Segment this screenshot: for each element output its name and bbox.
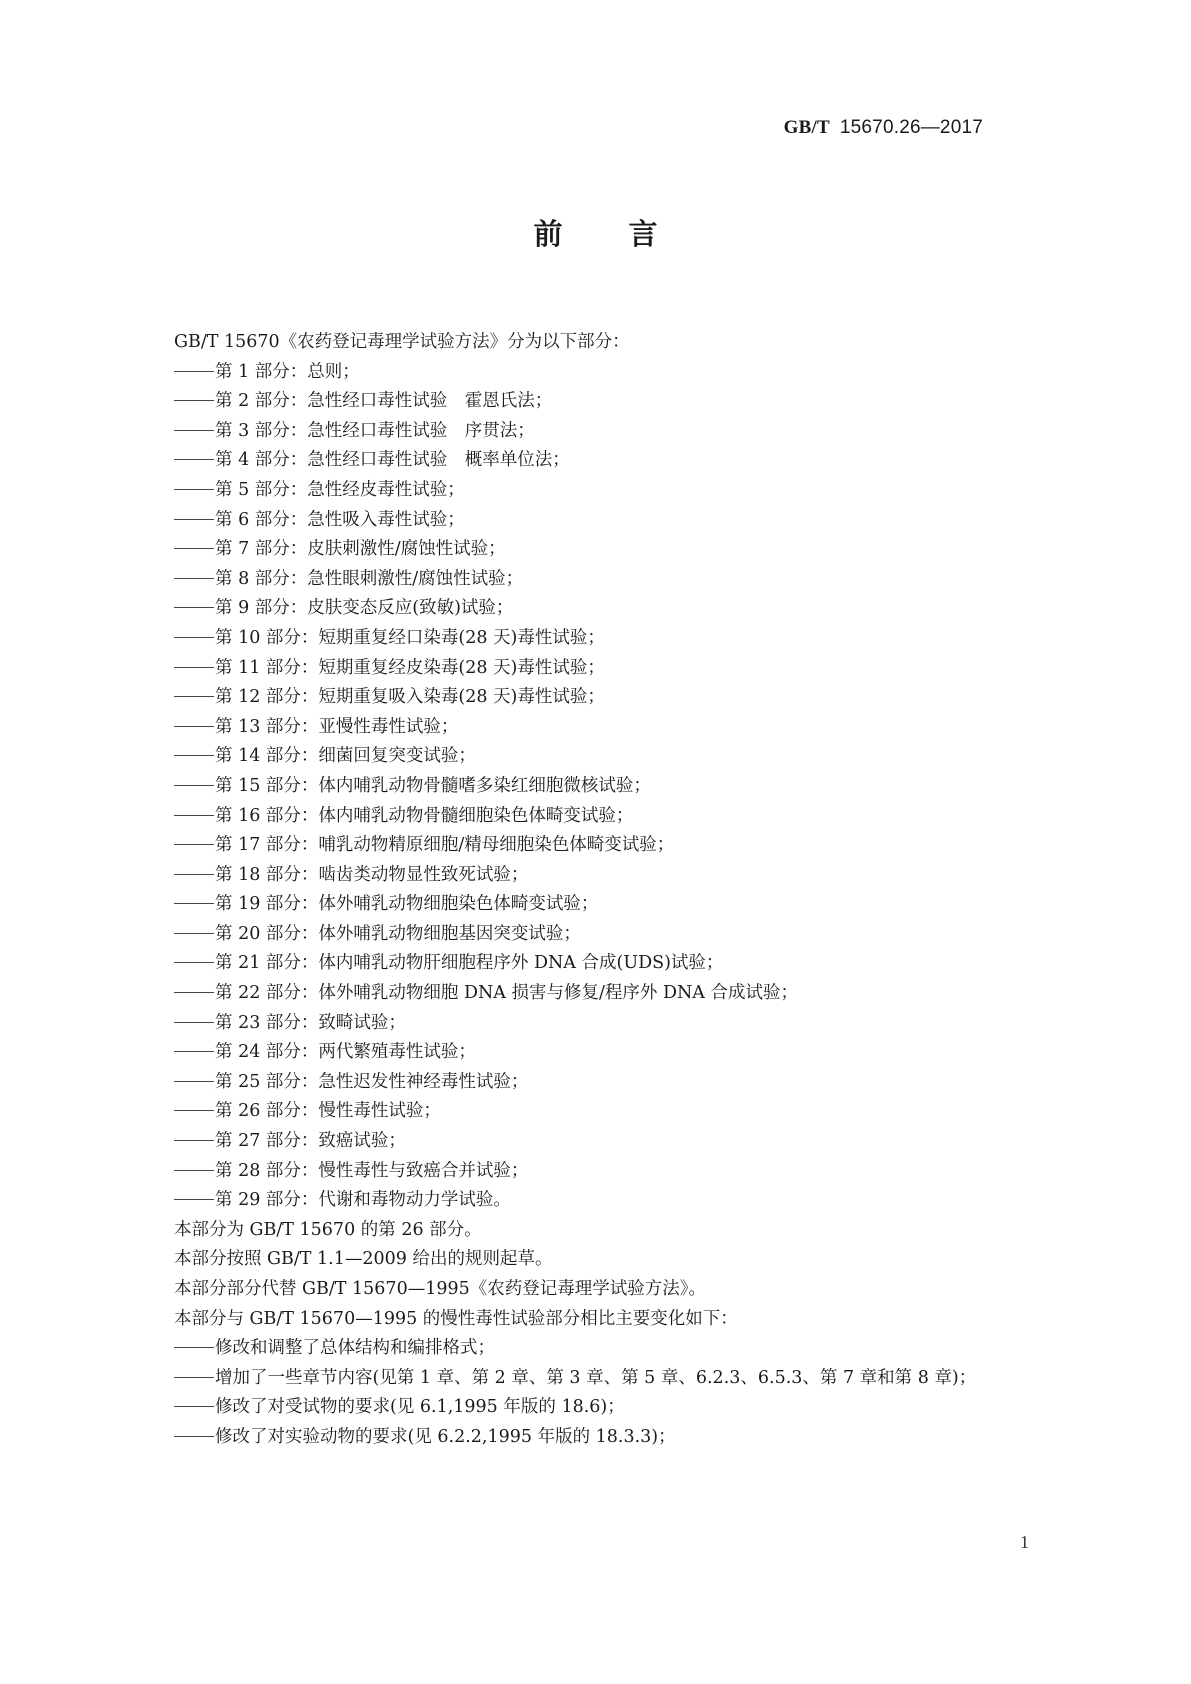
dash-bullet — [174, 1140, 214, 1141]
part-list-item: 第 12 部分：短期重复吸入染毒(28 天)毒性试验； — [174, 683, 1054, 713]
part-list-item: 第 8 部分：急性眼刺激性/腐蚀性试验； — [174, 565, 1054, 595]
change-list-item: 修改了对受试物的要求(见 6.1,1995 年版的 18.6)； — [174, 1393, 1054, 1423]
part-list-item: 第 3 部分：急性经口毒性试验 序贯法； — [174, 417, 1054, 447]
part-list-item: 第 2 部分：急性经口毒性试验 霍恩氏法； — [174, 387, 1054, 417]
change-list-item: 修改了对实验动物的要求(见 6.2.2,1995 年版的 18.3.3)； — [174, 1423, 1054, 1453]
dash-bullet — [174, 1170, 214, 1171]
dash-bullet — [174, 1081, 214, 1082]
part-list-item: 第 23 部分：致畸试验； — [174, 1009, 1054, 1039]
dash-bullet — [174, 962, 214, 963]
dash-bullet — [174, 696, 214, 697]
dash-bullet — [174, 400, 214, 401]
part-list-item: 第 17 部分：哺乳动物精原细胞/精母细胞染色体畸变试验； — [174, 831, 1054, 861]
page-title — [0, 212, 1191, 253]
part-list-item: 第 16 部分：体内哺乳动物骨髓细胞染色体畸变试验； — [174, 802, 1054, 832]
part-list-item: 第 1 部分：总则； — [174, 358, 1054, 388]
part-list-item: 第 7 部分：皮肤刺激性/腐蚀性试验； — [174, 535, 1054, 565]
part-list-item: 第 15 部分：体内哺乳动物骨髓嗜多染红细胞微核试验； — [174, 772, 1054, 802]
title-char-1: 前 — [533, 217, 563, 251]
change-list-item: 增加了一些章节内容(见第 1 章、第 2 章、第 3 章、第 5 章、6.2.3、6.5.3、第 7 章和第 8 章)； — [174, 1364, 1054, 1394]
dash-bullet — [174, 1199, 214, 1200]
dash-bullet — [174, 667, 214, 668]
part-list-item: 第 24 部分：两代繁殖毒性试验； — [174, 1038, 1054, 1068]
part-list-item: 第 29 部分：代谢和毒物动力学试验。 — [174, 1186, 1054, 1216]
dash-bullet — [174, 903, 214, 904]
part-list-item: 第 28 部分：慢性毒性与致癌合并试验； — [174, 1157, 1054, 1187]
dash-bullet — [174, 785, 214, 786]
dash-bullet — [174, 519, 214, 520]
dash-bullet — [174, 726, 214, 727]
dash-bullet — [174, 1406, 214, 1407]
dash-bullet — [174, 815, 214, 816]
statement-paragraph: 本部分部分代替 GB/T 15670—1995《农药登记毒理学试验方法》。 — [174, 1279, 706, 1299]
part-list-item: 第 9 部分：皮肤变态反应(致敏)试验； — [174, 594, 1054, 624]
part-list-item: 第 6 部分：急性吸入毒性试验； — [174, 506, 1054, 536]
foreword-body — [174, 328, 1054, 1453]
part-list-item: 第 25 部分：急性迟发性神经毒性试验； — [174, 1068, 1054, 1098]
dash-bullet — [174, 459, 214, 460]
dash-bullet — [174, 874, 214, 875]
dash-bullet — [174, 607, 214, 608]
standard-code-header — [784, 116, 983, 139]
part-list-item: 第 13 部分：亚慢性毒性试验； — [174, 713, 1054, 743]
part-list-item: 第 19 部分：体外哺乳动物细胞染色体畸变试验； — [174, 890, 1054, 920]
statement-paragraph: 本部分为 GB/T 15670 的第 26 部分。 — [174, 1219, 482, 1240]
title-char-2: 言 — [628, 217, 658, 251]
dash-bullet — [174, 637, 214, 638]
dash-bullet — [174, 844, 214, 845]
dash-bullet — [174, 1022, 214, 1023]
part-list-item: 第 18 部分：啮齿类动物显性致死试验； — [174, 861, 1054, 891]
dash-bullet — [174, 578, 214, 579]
dash-bullet — [174, 430, 214, 431]
dash-bullet — [174, 371, 214, 372]
part-list-item: 第 11 部分：短期重复经皮染毒(28 天)毒性试验； — [174, 654, 1054, 684]
part-list-item: 第 4 部分：急性经口毒性试验 概率单位法； — [174, 446, 1054, 476]
dash-bullet — [174, 1377, 214, 1378]
page-number: 1 — [1020, 1532, 1029, 1552]
part-list-item: 第 5 部分：急性经皮毒性试验； — [174, 476, 1054, 506]
part-list-item: 第 10 部分：短期重复经口染毒(28 天)毒性试验； — [174, 624, 1054, 654]
part-list-item: 第 21 部分：体内哺乳动物肝细胞程序外 DNA 合成(UDS)试验； — [174, 949, 1054, 979]
part-list-item: 第 27 部分：致癌试验； — [174, 1127, 1054, 1157]
dash-bullet — [174, 992, 214, 993]
dash-bullet — [174, 933, 214, 934]
change-list-item: 修改和调整了总体结构和编排格式； — [174, 1334, 1054, 1364]
dash-bullet — [174, 1436, 214, 1437]
part-list-item: 第 22 部分：体外哺乳动物细胞 DNA 损害与修复/程序外 DNA 合成试验； — [174, 979, 1054, 1009]
statement-paragraph: 本部分按照 GB/T 1.1—2009 给出的规则起草。 — [174, 1249, 553, 1270]
part-list-item: 第 26 部分：慢性毒性试验； — [174, 1097, 1054, 1127]
dash-bullet — [174, 1051, 214, 1052]
dash-bullet — [174, 1347, 214, 1348]
standard-prefix: GB/T — [783, 117, 830, 138]
dash-bullet — [174, 755, 214, 756]
part-list-item: 第 14 部分：细菌回复突变试验； — [174, 742, 1054, 772]
intro-paragraph: GB/T 15670《农药登记毒理学试验方法》分为以下部分： — [174, 332, 630, 352]
dash-bullet — [174, 1110, 214, 1111]
statement-paragraph: 本部分与 GB/T 15670—1995 的慢性毒性试验部分相比主要变化如下： — [174, 1308, 738, 1329]
dash-bullet — [174, 548, 214, 549]
dash-bullet — [174, 489, 214, 490]
standard-number: 15670.26—2017 — [839, 117, 983, 138]
part-list-item: 第 20 部分：体外哺乳动物细胞基因突变试验； — [174, 920, 1054, 950]
